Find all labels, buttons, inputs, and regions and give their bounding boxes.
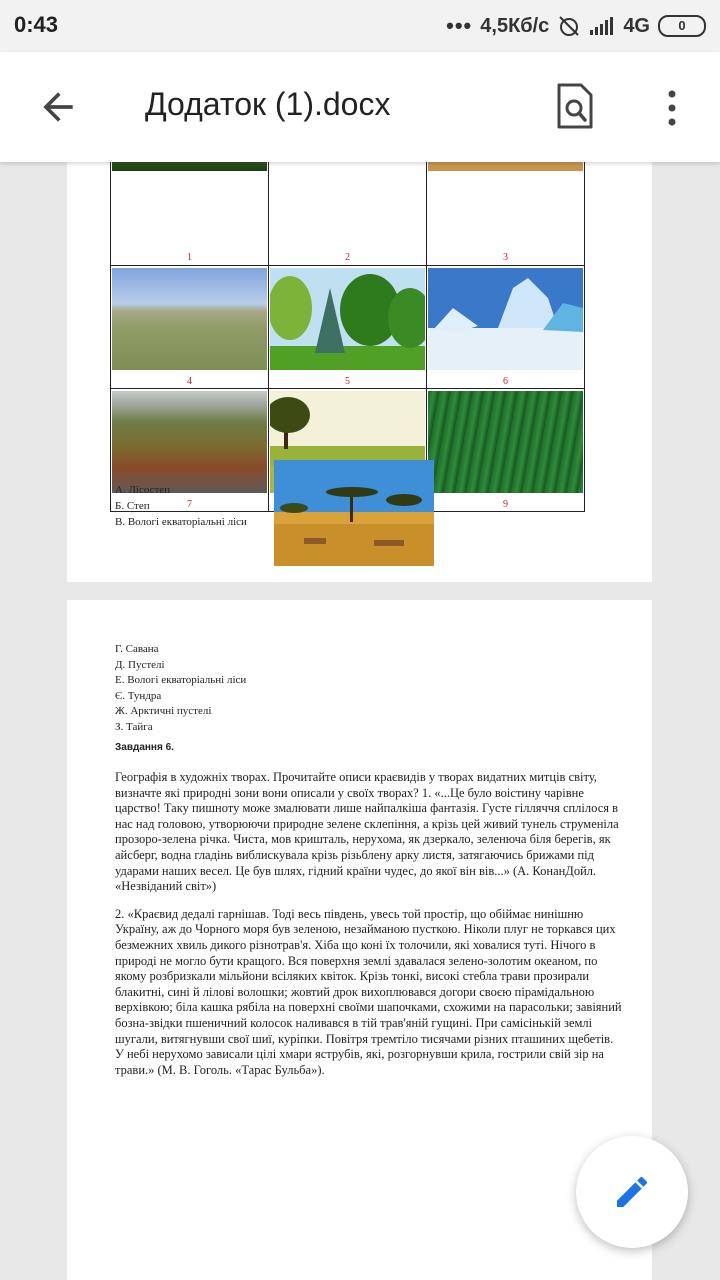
status-bar (0, 0, 720, 52)
document-page-2 (67, 600, 652, 1280)
paragraph: Географія в художніх творах. Прочитайте описи краєвидів у творах видатних митців світу, визначте які природні зони вони описали у своїх творах? 1. «...Це було воістину чарівне царство! Таку пишноту може змалювати лише найпалкіша фантазія. Густе гілляччя сплілося в нас над головою, утворюючи природне зелене склепіння, а крізь цей живий тунель струменіла прозоро-зелена річка. Чиста, мов кришталь, нерухома, як дзеркало, зеленюча біля берегів, як айсберг, водна гладінь виблискувала крізь різьблену арку листя, затягаючись брижами під ударами наших весел. Це був шлях, гідний країни чудес, до якої він вів...» (А. КонанДойл. «Незвіданий світ») (115, 770, 619, 894)
list-item: Д. Пустелі (115, 658, 165, 671)
list-item: В. Вологі екваторіальні ліси (115, 516, 247, 528)
arctic-desert-image (428, 268, 583, 370)
list-item: Б. Степ (115, 500, 150, 512)
list-item: А. Лісостеп (115, 484, 171, 496)
tundra-image (112, 391, 267, 493)
status-time: 0:43 (14, 12, 59, 37)
paragraph: 2. «Краєвид дедалі гарнішав. Тоді весь південь, увесь той простір, що обіймає нинішню Україну, аж до Чорного моря був зеленою, незайманою пусткою. Ніколи плуг не торкався цих безмежних хвиль дикого різнотрав'я. Хіба що коні їх толочили, які ховалися туті. Нічого в природі не могло бути кращого. Вся поверхня землі здавалася зелено-золотим океаном, по якому розбризкали мільйони всіляких квіток. Крізь тонкі, високі стебла трави прозирали блакитні, сині й лілові волошки; жовтий дрок вихоплювався догори своєю пірамідальною верхівкою; біла кашка рябіла на поверхні своїми шапочками, схожими на парасольки; завіяний бозна-звідки пшеничний колосок наливався в тій трав'яній гущині. При самісінькій землі шугали, витягнувши свої шиї, куріпки. Повітря тремтіло тисячами різних пташиних щебетів. У небі нерухомо зависали цілі хмари яструбів, які, розгорнувши крила, гострили свій зір на трави.» (М. В. Гоголь. «Тарас Бульба»). (115, 906, 622, 1077)
list-item: Ж. Арктичні пустелі (115, 705, 212, 717)
taiga-image (428, 391, 583, 493)
document-page-1 (67, 162, 652, 582)
image-cell-5 (269, 266, 427, 389)
image-number: 2 (345, 252, 350, 263)
landscape-image-1 (112, 162, 267, 171)
image-cell-9 (427, 389, 585, 512)
image-number: 5 (345, 376, 350, 387)
status-indicators (446, 12, 706, 40)
list-item: Є. Тундра (115, 689, 162, 702)
edit-pencil-icon (612, 1172, 652, 1212)
landscape-image-3 (428, 162, 583, 171)
document-viewer[interactable] (0, 162, 720, 1280)
more-vert-icon[interactable] (660, 88, 684, 128)
image-cell-6 (427, 266, 585, 389)
image-cell-3 (427, 162, 585, 266)
battery-icon (658, 15, 706, 37)
notification-dots: ••• (446, 13, 473, 38)
image-cell-4 (111, 266, 269, 389)
search-document-icon[interactable] (555, 83, 595, 129)
image-number: 4 (187, 376, 192, 387)
image-cell-2 (269, 162, 427, 266)
battery-level: 0 (678, 18, 686, 33)
image-number: 6 (503, 376, 508, 387)
task-heading: Завдання 6. (115, 742, 174, 753)
network-type: 4G (623, 14, 650, 37)
savanna-image (274, 460, 434, 566)
image-number: 7 (187, 499, 192, 510)
back-arrow-icon[interactable] (36, 85, 80, 129)
image-cell-1 (111, 162, 269, 266)
zone-options-list-continued (115, 642, 246, 735)
image-number: 9 (503, 499, 508, 510)
network-speed: 4,5Кб/с (480, 14, 550, 37)
task-text (115, 770, 625, 1090)
list-item: З. Тайга (115, 720, 153, 733)
alarm-off-icon (557, 14, 581, 38)
image-number: 3 (503, 252, 508, 263)
edit-button[interactable] (576, 1136, 688, 1248)
app-bar (0, 52, 720, 162)
signal-icon (589, 16, 615, 36)
zone-options-list (115, 482, 247, 530)
forest-steppe-image (270, 268, 425, 370)
list-item: Г. Савана (115, 643, 159, 655)
image-number: 1 (187, 252, 192, 263)
list-item: Е. Вологі екваторіальні ліси (115, 674, 247, 686)
steppe-image (112, 268, 267, 370)
document-title: Додаток (1).docx (145, 86, 391, 122)
